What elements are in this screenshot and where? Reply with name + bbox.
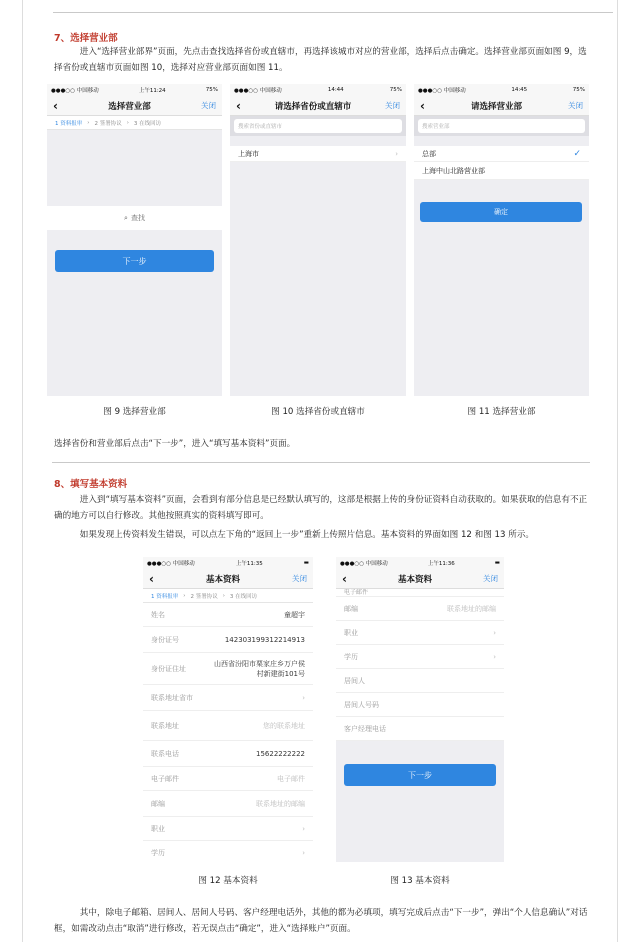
nav-title: 基本资料 xyxy=(397,574,432,585)
close-button[interactable]: 关闭 xyxy=(201,101,216,110)
search-button[interactable]: ⌕ 查找 xyxy=(47,206,222,230)
status-bar: ●●●○○ 中国移动 上午11:36 ▬ xyxy=(336,557,504,569)
close-button[interactable]: 关闭 xyxy=(292,574,307,583)
nav-title: 基本资料 xyxy=(205,574,240,585)
list-item[interactable]: 上海中山北路营业部 xyxy=(414,162,589,180)
status-bar: ●●●○○ 中国移动 14:44 75% xyxy=(230,84,406,96)
search-bar xyxy=(230,116,406,136)
status-bar: ●●●○○ 中国移动 14:45 75% xyxy=(414,84,589,96)
nav-bar xyxy=(143,569,313,589)
back-icon[interactable]: ‹ xyxy=(53,98,58,113)
section-7-paragraph: 进入“选择营业部界”页面，先点击查找选择省份或直辖市，再选择该城市对应的营业部，选择后点击确定。选择营业部页面如图 9，选择省份或直辖市页面如图 10，选择对应营业部页面如图 11。 xyxy=(54,47,587,73)
step-indicator: 1 资料报审 › 2 签署协议 › 3 在线回访 xyxy=(47,116,222,130)
close-button[interactable]: 关闭 xyxy=(385,101,400,110)
figure-9-caption: 图 9 选择营业部 xyxy=(103,407,166,417)
chevron-right-icon: › xyxy=(493,628,496,637)
nav-title: 请选择省份或直辖市 xyxy=(274,101,352,112)
province-select[interactable]: 联系地址省市 › xyxy=(143,685,313,711)
email-field[interactable]: 电子邮件 电子邮件 xyxy=(143,767,313,791)
chevron-right-icon: › xyxy=(302,848,305,857)
id-address-field[interactable]: 身份证住址 山西省汾阳市栗家庄乡万户侯村新建街101号 xyxy=(143,653,313,685)
section-8-paragraph-1: 进入到“填写基本资料”页面，会看到有部分信息是已经默认填写的，这部是根据上传的身份证资料自动获取的。如果获取的信息有不正确的地方可以自行修改。其他按照真实的资料填写即可。 xyxy=(54,495,588,521)
figure-13-caption: 图 13 基本资料 xyxy=(390,876,450,886)
section-8-paragraph-2: 如果发现上传资料发生错误，可以点左下角的“返回上一步”重新上传照片信息。基本资料的界面如图 12 和图 13 所示。 xyxy=(79,530,535,540)
nav-title: 选择营业部 xyxy=(108,101,151,112)
step-indicator: 1 资料报审 › 2 签署协议 › 3 在线回访 xyxy=(143,589,313,603)
figure-11-caption: 图 11 选择营业部 xyxy=(467,407,536,417)
nav-bar xyxy=(47,96,222,116)
confirm-button[interactable]: 确定 xyxy=(420,202,582,222)
search-bar xyxy=(414,116,589,136)
next-button[interactable]: 下一步 xyxy=(55,250,214,272)
status-bar: ●●●○○ 中国移动 上午11:35 ▬ xyxy=(143,557,313,569)
nav-bar xyxy=(336,569,504,589)
status-bar: ●●●○○ 中国移动 上午11:24 75% xyxy=(47,84,222,96)
chevron-right-icon: › xyxy=(395,149,398,158)
section-7-heading: 7、选择营业部 xyxy=(54,33,118,44)
section-7-note: 选择省份和营业部后点击“下一步”，进入“填写基本资料”页面。 xyxy=(54,439,296,449)
divider xyxy=(52,462,590,463)
close-button[interactable]: 关闭 xyxy=(483,574,498,583)
list-item[interactable]: 总部 ✓ xyxy=(414,146,589,162)
search-icon: ⌕ xyxy=(124,213,128,222)
back-icon[interactable]: ‹ xyxy=(236,98,241,113)
figure-12-screenshot xyxy=(143,557,313,862)
agent-number-field[interactable]: 居间人号码 xyxy=(336,693,504,717)
section-8-paragraph-3: 其中，除电子邮箱、居间人、居间人号码、客户经理电话外，其他的都为必填项，填写完成后点击“下一步”，弹出“个人信息确认”对话框，如需改动点击“取消”进行修改，若无误点击“确定”，进入“选择账户”页面。 xyxy=(54,908,588,934)
phone-field[interactable]: 联系电话 15622222222 xyxy=(143,741,313,767)
nav-title: 请选择营业部 xyxy=(470,101,522,112)
nav-bar xyxy=(230,96,406,116)
id-number-field[interactable]: 身份证号 142303199312214913 xyxy=(143,627,313,653)
name-field[interactable]: 姓名 童超宇 xyxy=(143,603,313,627)
divider xyxy=(53,12,613,13)
next-button[interactable]: 下一步 xyxy=(344,764,496,786)
close-button[interactable]: 关闭 xyxy=(568,101,583,110)
chevron-right-icon: › xyxy=(302,693,305,702)
figure-13-screenshot xyxy=(336,557,504,862)
section-8-heading: 8、填写基本资料 xyxy=(54,479,128,490)
search-input[interactable]: 搜索省份或直辖市 xyxy=(234,119,402,133)
checkmark-icon: ✓ xyxy=(573,148,581,159)
figure-10-caption: 图 10 选择省份或直辖市 xyxy=(271,407,365,417)
zip-field[interactable]: 邮编 联系地址的邮编 xyxy=(336,597,504,621)
figure-9-screenshot xyxy=(47,84,222,396)
job-select[interactable]: 职业 › xyxy=(336,621,504,645)
contact-address-field[interactable]: 联系地址 您的联系地址 xyxy=(143,711,313,741)
figure-11-screenshot xyxy=(414,84,589,396)
cut-off-row: 电子邮件 xyxy=(336,589,504,597)
back-icon[interactable]: ‹ xyxy=(420,98,425,113)
chevron-right-icon: › xyxy=(493,652,496,661)
figure-10-screenshot xyxy=(230,84,406,396)
figure-12-caption: 图 12 基本资料 xyxy=(198,876,258,886)
zip-field[interactable]: 邮编 联系地址的邮编 xyxy=(143,791,313,817)
list-item[interactable]: 上海市 › xyxy=(230,146,406,162)
chevron-right-icon: › xyxy=(302,824,305,833)
search-input[interactable]: 搜索营业部 xyxy=(418,119,585,133)
nav-bar xyxy=(414,96,589,116)
back-icon[interactable]: ‹ xyxy=(342,571,347,586)
back-icon[interactable]: ‹ xyxy=(149,571,154,586)
job-select[interactable]: 职业 › xyxy=(143,817,313,841)
manager-phone-field[interactable]: 客户经理电话 xyxy=(336,717,504,741)
education-select[interactable]: 学历 › xyxy=(336,645,504,669)
agent-field[interactable]: 居间人 xyxy=(336,669,504,693)
education-select[interactable]: 学历 › xyxy=(143,841,313,862)
